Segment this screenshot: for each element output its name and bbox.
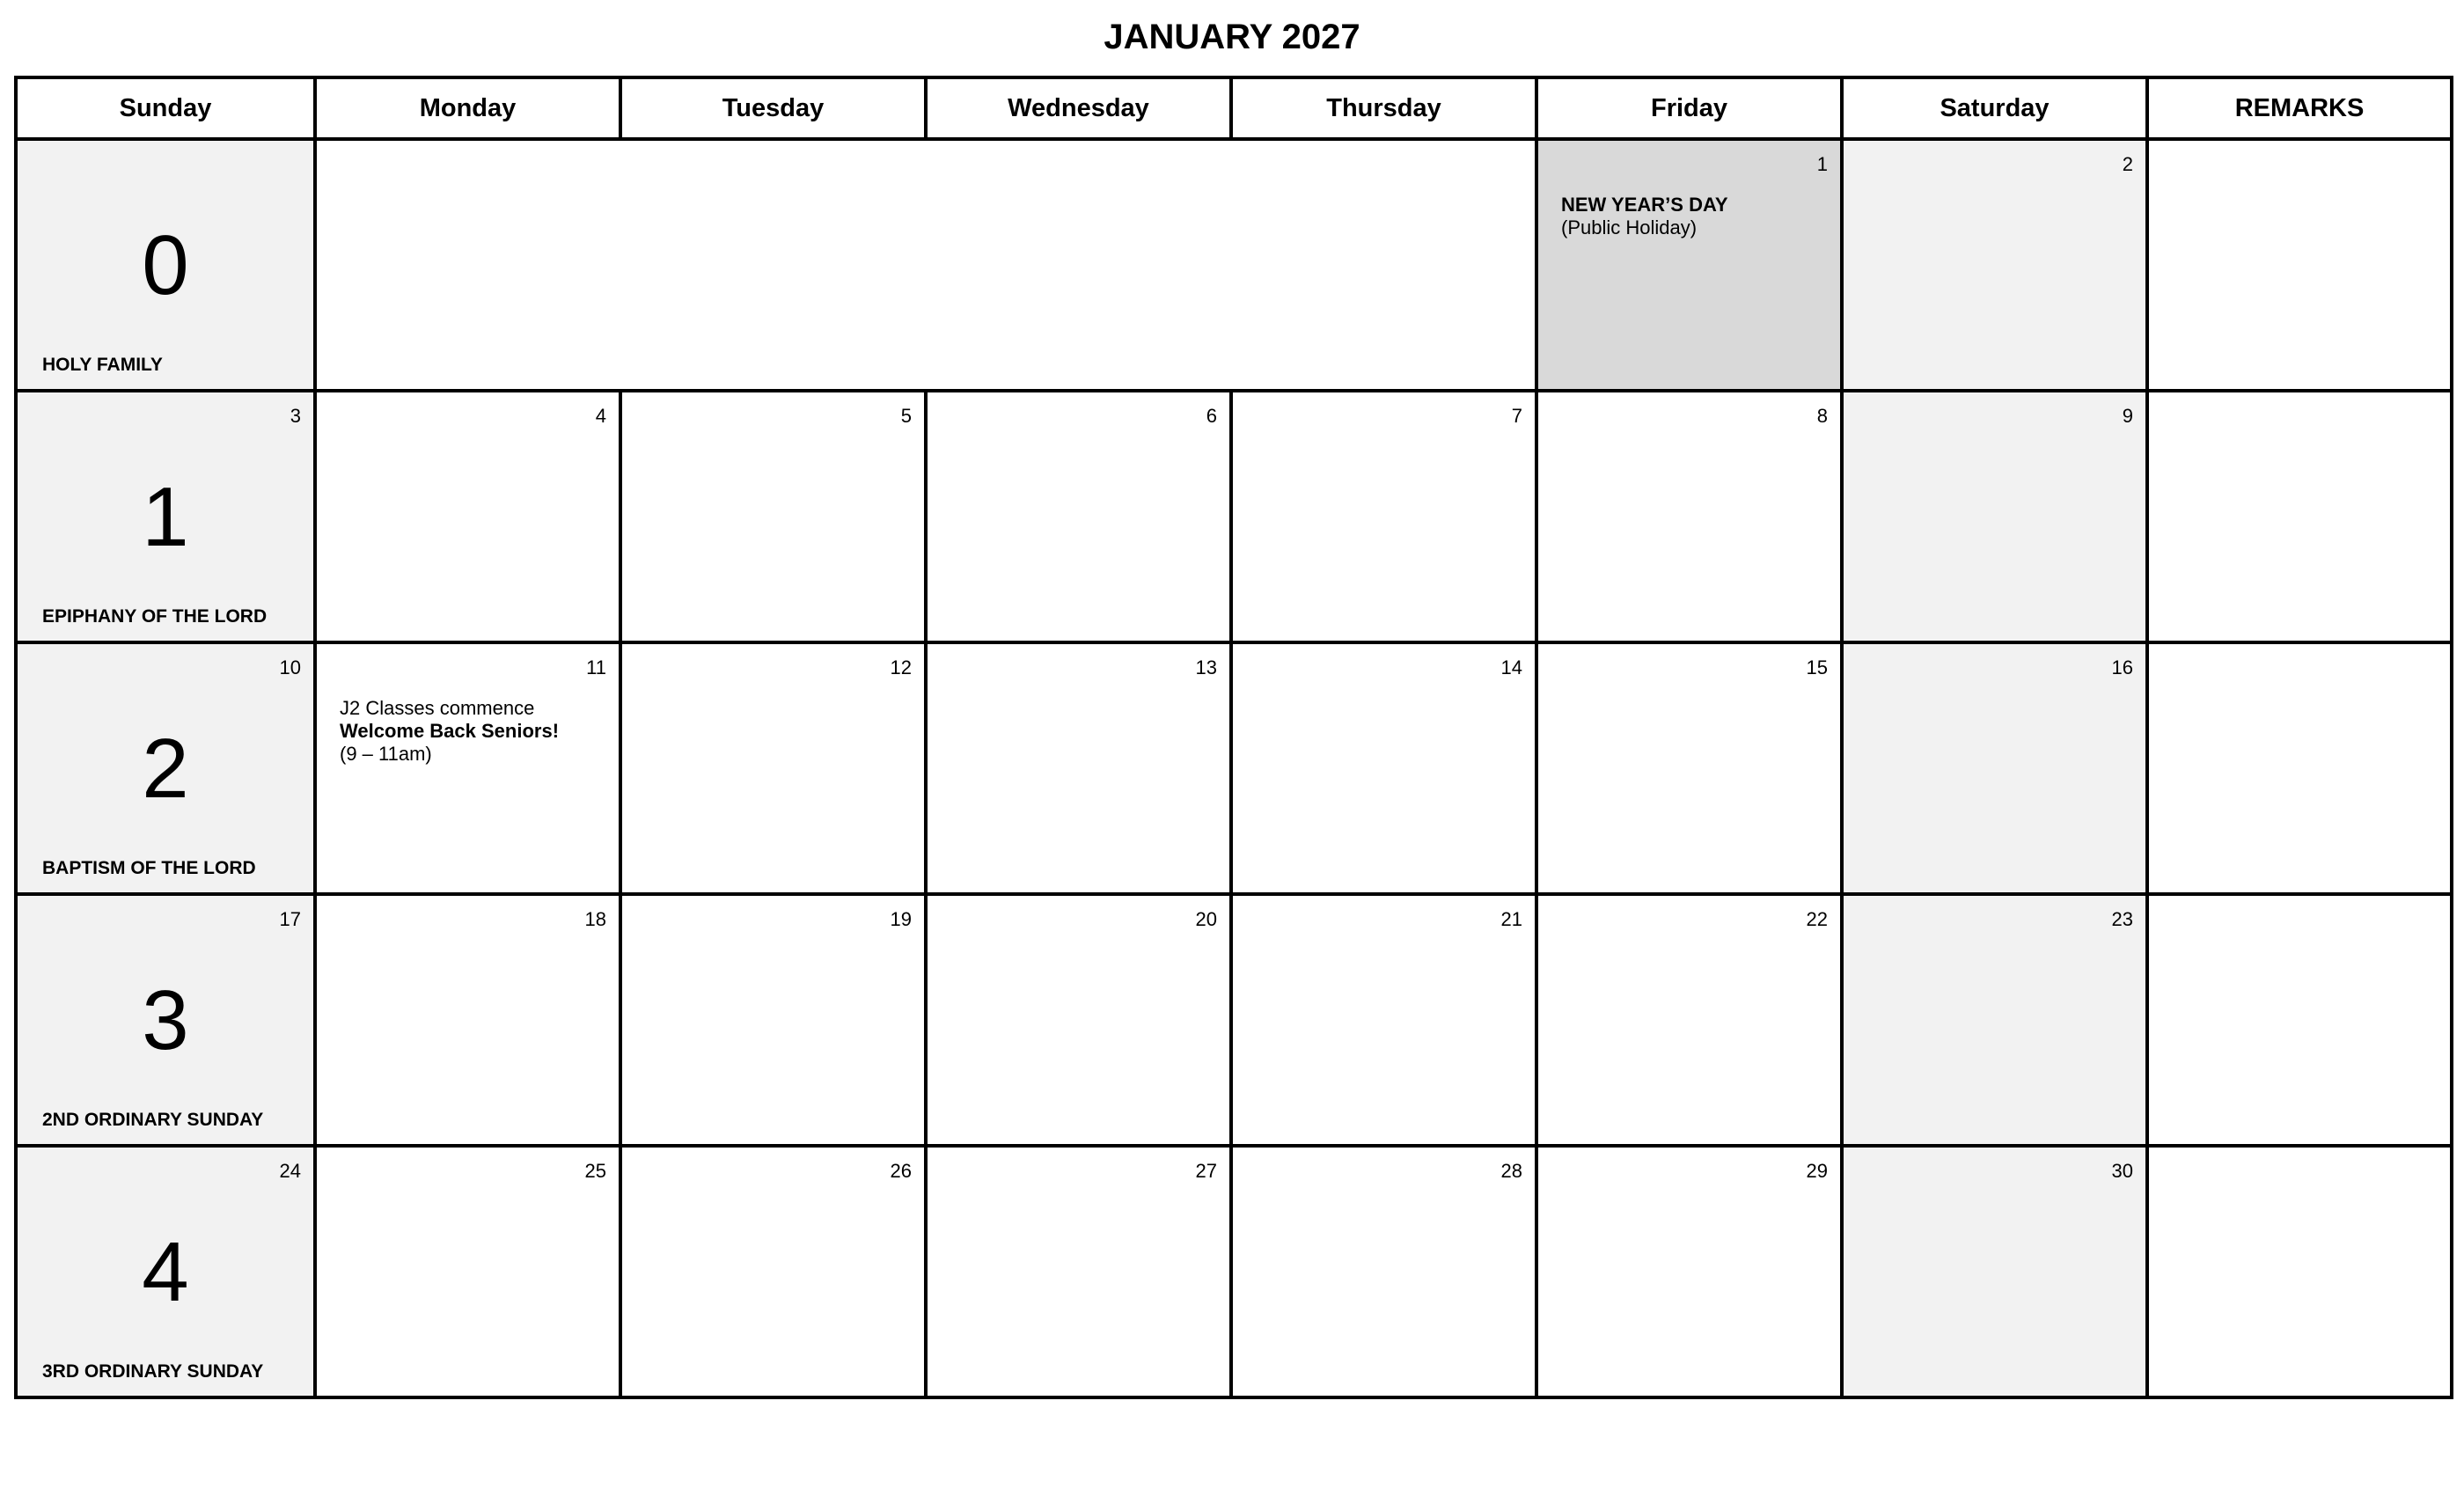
week-number: 2 xyxy=(142,722,189,816)
week-number: 1 xyxy=(142,470,189,564)
day-cell-saturday xyxy=(1842,894,2147,1146)
header-saturday: Saturday xyxy=(1842,77,2147,139)
date-number: 24 xyxy=(279,1160,301,1182)
day-cell-tuesday xyxy=(620,391,926,642)
day-cell-monday xyxy=(315,1146,620,1397)
day-cell-tuesday xyxy=(620,1146,926,1397)
date-number: 27 xyxy=(1195,1160,1217,1182)
sunday-cell xyxy=(16,1146,315,1397)
week-number: 4 xyxy=(142,1225,189,1319)
event-time: (9 – 11am) xyxy=(340,743,432,765)
day-cell-monday xyxy=(315,642,620,894)
day-cell-thursday xyxy=(1231,1146,1536,1397)
holiday-note: (Public Holiday) xyxy=(1561,216,1698,238)
sunday-cell xyxy=(16,391,315,642)
date-number: 10 xyxy=(279,656,301,678)
date-number: 7 xyxy=(1511,405,1522,427)
event-list xyxy=(1561,194,1831,239)
header-monday: Monday xyxy=(315,77,620,139)
feast-label: HOLY FAMILY xyxy=(42,355,163,375)
remarks-cell xyxy=(2147,1146,2452,1397)
header-wednesday: Wednesday xyxy=(926,77,1231,139)
day-cell-wednesday xyxy=(926,894,1231,1146)
date-number: 14 xyxy=(1500,656,1522,678)
date-number: 9 xyxy=(2122,405,2133,427)
header-row xyxy=(16,77,2452,139)
feast-label: BAPTISM OF THE LORD xyxy=(42,858,256,878)
sunday-cell xyxy=(16,894,315,1146)
day-cell-saturday xyxy=(1842,139,2147,391)
week-row xyxy=(16,894,2452,1146)
event-list xyxy=(340,697,610,766)
week-row xyxy=(16,642,2452,894)
header-thursday: Thursday xyxy=(1231,77,1536,139)
header-sunday: Sunday xyxy=(16,77,315,139)
date-number: 6 xyxy=(1206,405,1217,427)
day-cell-friday xyxy=(1536,894,1842,1146)
week-row xyxy=(16,391,2452,642)
date-number: 3 xyxy=(290,405,301,427)
date-number: 12 xyxy=(890,656,912,678)
week-row xyxy=(16,139,2452,391)
date-number: 23 xyxy=(2111,908,2133,930)
day-cell-saturday xyxy=(1842,642,2147,894)
date-number: 17 xyxy=(279,908,301,930)
event-text: J2 Classes commence xyxy=(340,697,535,719)
date-number: 2 xyxy=(2122,153,2133,175)
page-title: JANUARY 2027 xyxy=(1104,18,1360,56)
remarks-cell xyxy=(2147,391,2452,642)
day-cell-wednesday xyxy=(926,1146,1231,1397)
date-number: 26 xyxy=(890,1160,912,1182)
sunday-cell xyxy=(16,642,315,894)
day-cell-friday xyxy=(1536,642,1842,894)
date-number: 1 xyxy=(1816,153,1828,175)
day-cell-thursday xyxy=(1231,391,1536,642)
date-number: 20 xyxy=(1195,908,1217,930)
day-cell-saturday xyxy=(1842,391,2147,642)
date-number: 25 xyxy=(584,1160,606,1182)
date-number: 18 xyxy=(584,908,606,930)
date-number: 13 xyxy=(1195,656,1217,678)
day-cell-tuesday xyxy=(620,642,926,894)
empty-days-cell xyxy=(315,139,1536,391)
day-cell-monday xyxy=(315,391,620,642)
date-number: 21 xyxy=(1500,908,1522,930)
day-cell-friday xyxy=(1536,391,1842,642)
date-number: 8 xyxy=(1816,405,1828,427)
date-number: 22 xyxy=(1806,908,1828,930)
day-cell-thursday xyxy=(1231,642,1536,894)
month-calendar-table xyxy=(14,76,2453,1399)
date-number: 29 xyxy=(1806,1160,1828,1182)
header-tuesday: Tuesday xyxy=(620,77,926,139)
date-number: 30 xyxy=(2111,1160,2133,1182)
date-number: 19 xyxy=(890,908,912,930)
date-number: 11 xyxy=(586,656,606,678)
remarks-cell xyxy=(2147,894,2452,1146)
date-number: 4 xyxy=(595,405,606,427)
week-number: 3 xyxy=(142,973,189,1067)
event-text-bold: Welcome Back Seniors! xyxy=(340,720,560,742)
day-cell-thursday xyxy=(1231,894,1536,1146)
week-number: 0 xyxy=(142,218,189,312)
day-cell-monday xyxy=(315,894,620,1146)
day-cell-tuesday xyxy=(620,894,926,1146)
feast-label: 2ND ORDINARY SUNDAY xyxy=(42,1110,264,1130)
day-cell-saturday xyxy=(1842,1146,2147,1397)
remarks-cell xyxy=(2147,642,2452,894)
day-cell-friday xyxy=(1536,1146,1842,1397)
day-cell-wednesday xyxy=(926,391,1231,642)
remarks-cell xyxy=(2147,139,2452,391)
day-cell-friday xyxy=(1536,139,1842,391)
header-remarks: REMARKS xyxy=(2147,77,2452,139)
date-number: 28 xyxy=(1500,1160,1522,1182)
date-number: 5 xyxy=(900,405,912,427)
date-number: 15 xyxy=(1806,656,1828,678)
sunday-cell xyxy=(16,139,315,391)
feast-label: EPIPHANY OF THE LORD xyxy=(42,606,268,627)
feast-label: 3RD ORDINARY SUNDAY xyxy=(42,1361,264,1382)
day-cell-wednesday xyxy=(926,642,1231,894)
week-row xyxy=(16,1146,2452,1397)
holiday-name: NEW YEAR’S DAY xyxy=(1561,194,1728,216)
date-number: 16 xyxy=(2111,656,2133,678)
header-friday: Friday xyxy=(1536,77,1842,139)
